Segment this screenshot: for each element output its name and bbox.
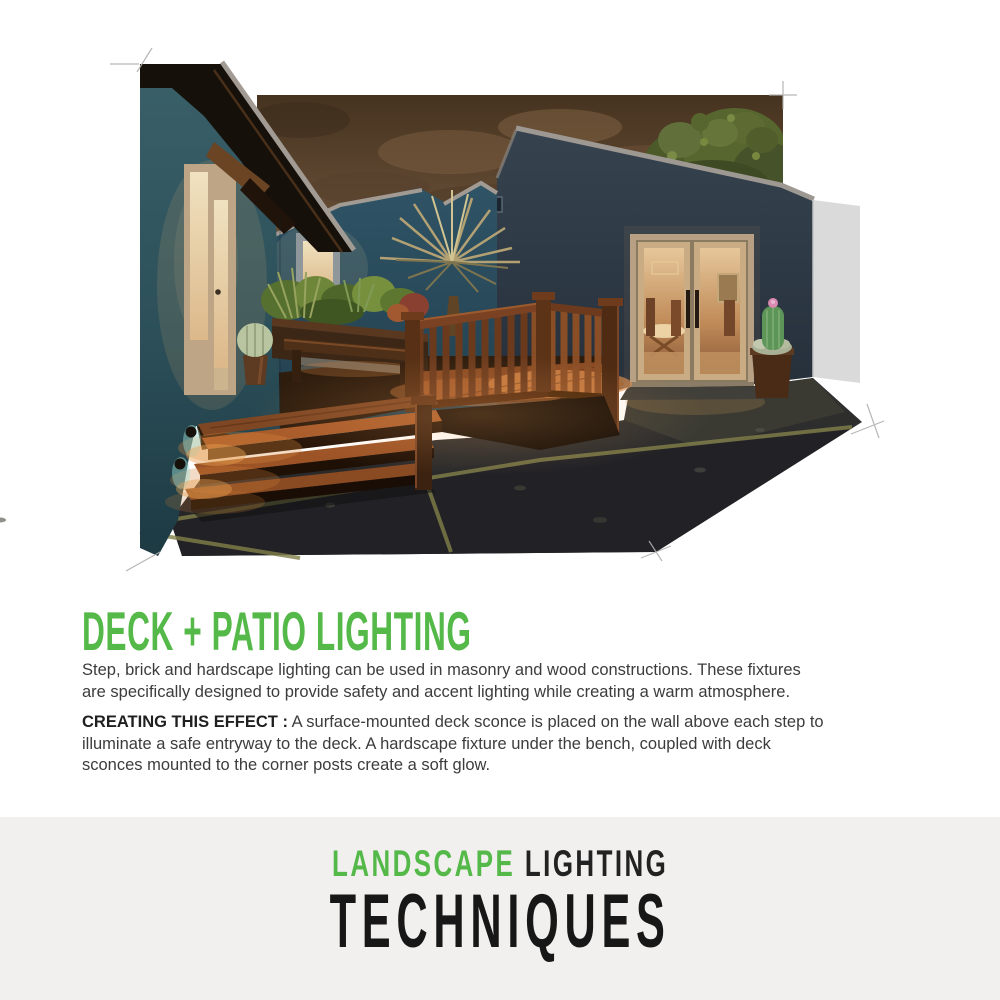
effect-label: CREATING THIS EFFECT : [82,713,288,731]
article-section [82,600,922,662]
series-title [0,879,1000,964]
framed-picture [718,274,738,302]
effect-paragraph [82,712,942,777]
brand-word-landscape: LANDSCAPE [331,843,516,884]
door-handle [686,290,690,328]
brand-word-lighting: LIGHTING [524,843,669,884]
intro-paragraph [82,660,942,703]
section-heading: DECK + PATIO LIGHTING [82,600,472,662]
entry-door-glass [214,200,228,368]
french-doors [630,234,754,387]
entry-door-handle [215,289,221,295]
side-wall-panel [813,200,860,383]
series-title-text: TECHNIQUES [329,879,671,964]
dining-chair [724,300,735,336]
paragraph-line: CREATING THIS EFFECT : A surface-mounted deck sconce is placed on the wall above each step to [82,713,824,731]
entry-door [184,164,236,395]
dining-chair [671,300,681,336]
door-handle [695,290,699,328]
brand-line [0,845,1000,882]
paragraph-line: Step, brick and hardscape lighting can be used in masonry and wood constructions. These fixtures [82,661,801,679]
dining-chair [646,298,655,336]
paragraph-line: sconces mounted to the corner posts create a soft glow. [82,756,491,774]
paragraph-line: illuminate a safe entryway to the deck. A hardscape fixture under the bench, coupled with deck [82,734,771,753]
entry-window-glass [190,172,208,340]
paragraph-line: are specifically designed to provide safety and accent lighting while creating a warm atmosphere. [82,682,791,701]
